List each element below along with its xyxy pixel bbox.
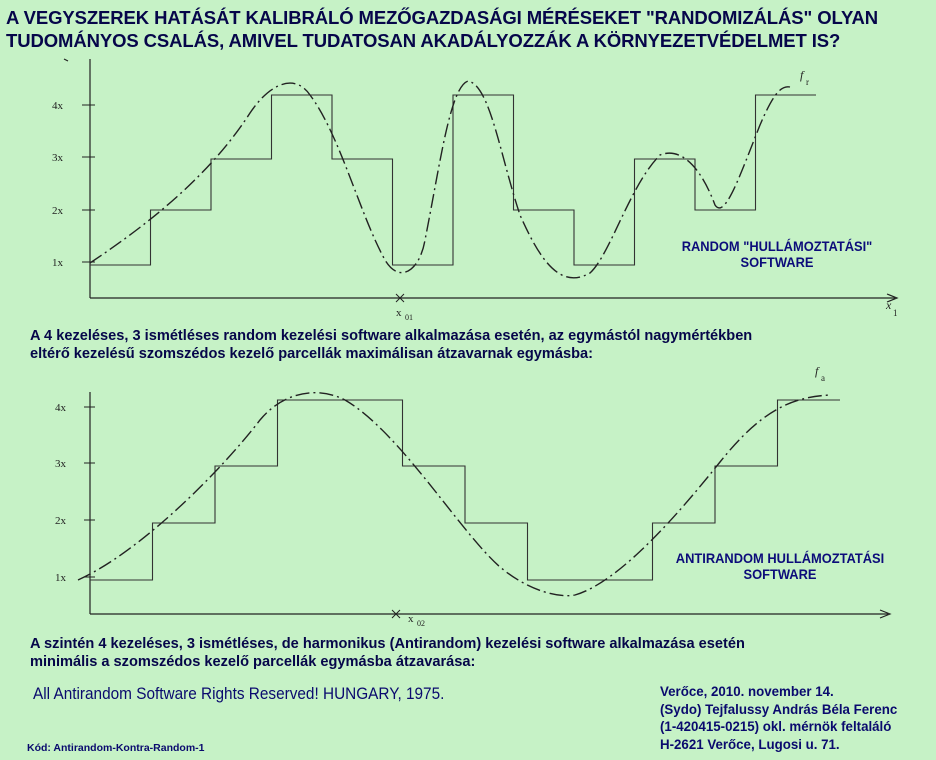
signature-line-1: Verőce, 2010. november 14. [660, 683, 834, 699]
page-title-line-2: TUDOMÁNYOS CSALÁS, AMIVEL TUDATOSAN AKADÁLYOZZÁK A KÖRNYEZETVÉDELMET IS? [6, 30, 841, 51]
signature-line-3: (1-420415-0215) okl. mérnök feltaláló [660, 718, 892, 734]
random-caption-line-1: A 4 kezeléses, 3 ismétléses random kezelési software alkalmazása esetén, az egymástól nagymértékben [30, 328, 753, 344]
antirandom-software-label [651, 550, 909, 582]
curve-label-fa-main: f [815, 364, 819, 378]
y-tick-label-1-bottom: 1x [55, 572, 66, 584]
y-tick-4 [52, 100, 95, 112]
y-tick-label-4: 4x [52, 100, 63, 112]
document-code: Kód: Antirandom-Kontra-Random-1 [27, 742, 205, 754]
signature-line-2: (Sydo) Tejfalussy András Béla Ferenc [660, 700, 898, 717]
antirandom-caption-line-1: A szintén 4 kezeléses, 3 ismétléses, de harmonikus (Antirandom) kezelési software alkalmazása esetén [30, 636, 745, 652]
curve-label-fa-sub: a [821, 373, 825, 383]
signature-line-4: H-2621 Verőce, Lugosi u. 71. [660, 735, 840, 752]
marker-x02-subscript: 02 [417, 619, 425, 628]
y-tick-3 [52, 152, 95, 164]
x-axis-subscript: 1 [893, 308, 898, 318]
curve-label-fr-main: f [800, 68, 804, 82]
y-tick-label-4-bottom: 4x [55, 402, 66, 414]
y-tick-label-3: 3x [52, 152, 63, 164]
marker-x02 [392, 610, 425, 628]
author-signature-block [660, 683, 910, 753]
antirandom-step-diagram [0, 362, 936, 627]
random-software-label-line-2: SOFTWARE [740, 254, 814, 270]
y-tick-2-bottom [55, 515, 95, 527]
curve-label-fa [815, 364, 825, 383]
random-software-label [662, 238, 892, 270]
y-tick-1 [52, 257, 95, 269]
random-step-diagram [0, 55, 936, 325]
x-axis-title [885, 298, 898, 318]
y-tick-2 [52, 205, 95, 217]
y-tick-1-bottom [55, 572, 95, 584]
y-tick-3-bottom [55, 458, 95, 470]
random-caption [30, 327, 930, 363]
y-tick-label-3-bottom: 3x [55, 458, 66, 470]
marker-x01-label: x [396, 307, 402, 319]
rights-notice: All Antirandom Software Rights Reserved! HUNGARY, 1975. [33, 685, 445, 703]
antirandom-software-label-line-1: ANTIRANDOM HULLÁMOZTATÁSI [675, 550, 885, 566]
page-title [6, 6, 932, 52]
y-tick-4-bottom [55, 402, 95, 414]
y-tick-label-2-bottom: 2x [55, 515, 66, 527]
y-tick-label-1: 1x [52, 257, 63, 269]
random-software-label-line-1: RANDOM "HULLÁMOZTATÁSI" [681, 238, 873, 254]
random-caption-line-2: eltérő kezelésű szomszédos kezelő parcellák maximálisan átzavarnak egymásba: [30, 346, 593, 362]
y-tick-label-2: 2x [52, 205, 63, 217]
x-axis-label: x [886, 298, 892, 312]
antirandom-software-label-line-2: SOFTWARE [743, 566, 817, 582]
y-axis-top-mark [64, 59, 68, 61]
antirandom-caption-line-2: minimális a szomszédos kezelő parcellák egymásba átzavarása: [30, 654, 476, 670]
antirandom-caption [30, 635, 930, 671]
marker-x02-label: x [408, 613, 414, 625]
marker-x01-subscript: 01 [405, 313, 413, 322]
curve-label-fr-sub: r [806, 77, 809, 87]
page-title-line-1: A VEGYSZEREK HATÁSÁT KALIBRÁLÓ MEZŐGAZDASÁGI MÉRÉSEKET "RANDOMIZÁLÁS" OLYAN [6, 7, 879, 28]
curve-label-fr [800, 68, 809, 87]
